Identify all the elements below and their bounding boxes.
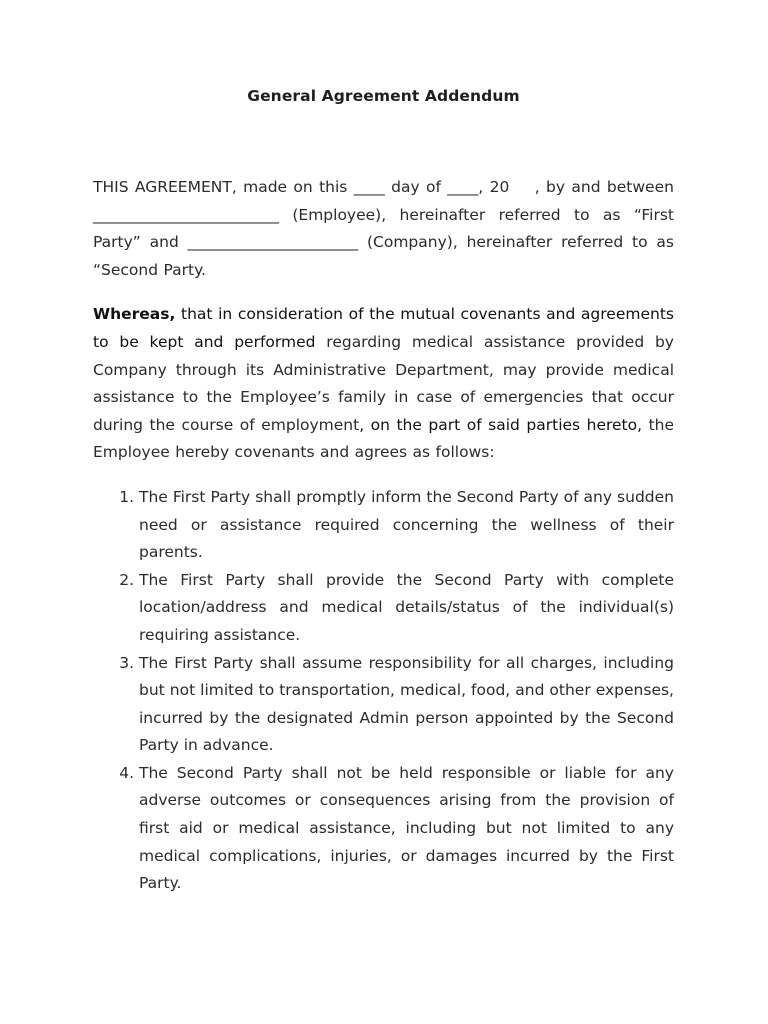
document-page [93,84,674,898]
intro-text-4: , by and between [534,178,674,196]
company-blank: ______________________ [187,233,359,252]
list-item: 3. The First Party shall assume responsibility for all charges, including but not limited to transportation, medical, food, and other expenses, incurred by the designated Admin person appointed by the Second Party in advance. [139,650,674,760]
whereas-text-1: that in consideration of the mutual covenants and agreements to be kept and performed [93,305,674,351]
terms-list [93,484,674,898]
intro-text-6: (Company), hereinafter referred to as “Second Party. [93,233,674,279]
whereas-paragraph [93,301,674,467]
whereas-text-3: , on the part of said parties hereto, [359,415,643,434]
whereas-text-4: the Employee hereby covenants and agrees as follows: [93,415,674,462]
intro-text-5: (Employee), hereinafter referred to as “First Party” and [93,205,674,252]
list-item: 4. The Second Party shall not be held responsible or liable for any adverse outcomes or consequences arising from the provision of first aid or medical assistance, including but not limited to any medical complications, injuries, or damages incurred by the First Party. [139,760,674,898]
day-blank: ____ [353,178,385,196]
intro-text-1: THIS AGREEMENT, made on this [93,178,348,196]
employee-blank: ________________________ [93,205,279,224]
list-item: 1. The First Party shall promptly inform the Second Party of any sudden need or assistance required concerning the wellness of their parents. [139,484,674,567]
document-title: General Agreement Addendum [247,87,520,105]
intro-paragraph [93,174,674,284]
whereas-text-2: regarding medical assistance provided by Company through its Administrative Department, may provide medical assistance to the Employee’s family in case of emergencies that occur during the course of employment [93,332,674,434]
intro-year: 20 [489,178,510,196]
list-item: 2. The First Party shall provide the Second Party with complete location/address and medical details/status of the individual(s) requiring assistance. [139,567,674,650]
intro-text-2: day of [391,178,441,196]
month-blank: ____, [447,178,484,196]
whereas-lead: Whereas, [93,305,176,324]
